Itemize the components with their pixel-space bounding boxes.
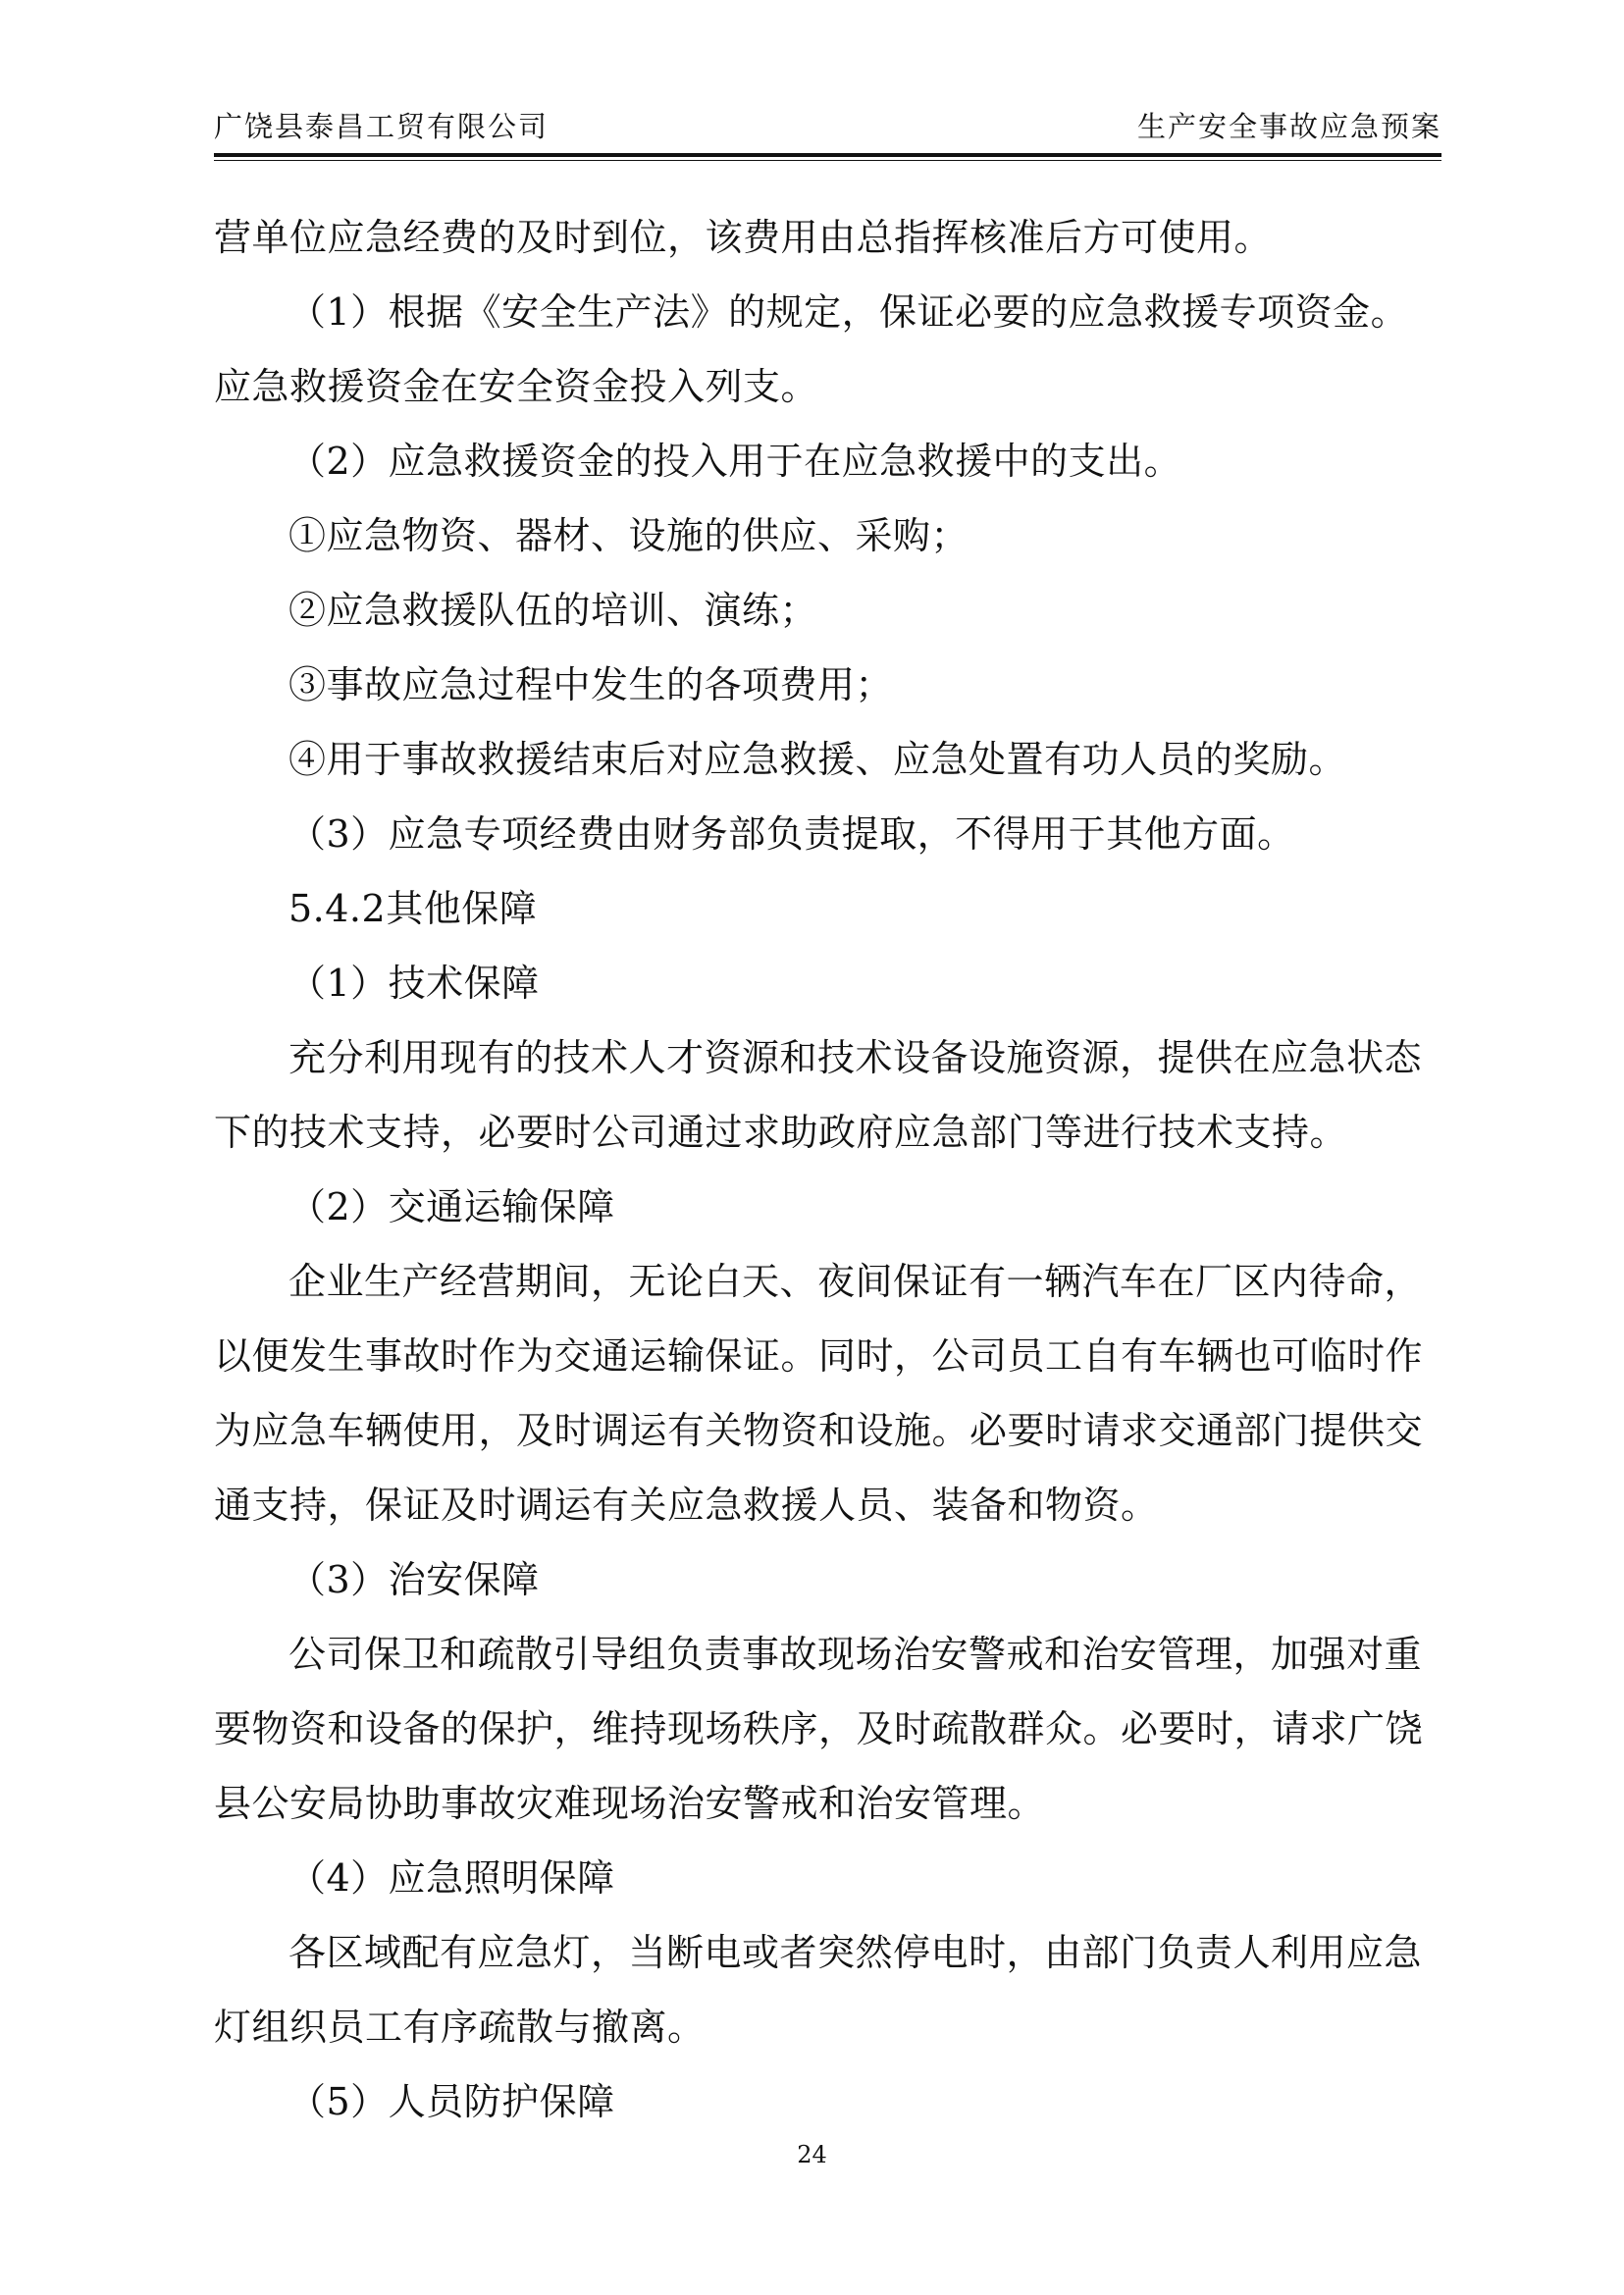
- page-body: [214, 200, 1441, 2139]
- body-paragraph: （3）应急专项经费由财务部负责提取，不得用于其他方面。: [288, 812, 1295, 856]
- subsection-heading: （4）应急照明保障: [288, 1856, 615, 1900]
- subsection-heading: （1）技术保障: [288, 962, 540, 1005]
- body-paragraph: 充分利用现有的技术人才资源和技术设备设施资源，提供在应急状态下的技术支持，必要时公司通过求助政府应急部门等进行技术支持。: [214, 1036, 1423, 1154]
- subsection-heading: （2）交通运输保障: [288, 1185, 615, 1228]
- header-company-name: 广饶县泰昌工贸有限公司: [214, 110, 550, 143]
- body-paragraph: 公司保卫和疏散引导组负责事故现场治安警戒和治安管理，加强对重要物资和设备的保护，维持现场秩序，及时疏散群众。必要时，请求广饶县公安局协助事故灾难现场治安警戒和治安管理。: [214, 1633, 1424, 1825]
- subsection-heading: （5）人员防护保障: [288, 2080, 615, 2123]
- list-item: ②应急救援队伍的培训、演练；: [288, 589, 818, 632]
- body-paragraph: 企业生产经营期间，无论白天、夜间保证有一辆汽车在厂区内待命，以便发生事故时作为交通运输保证。同时，公司员工自有车辆也可临时作为应急车辆使用，及时调运有关物资和设施。必要时请求交通部门提供交通支持，保证及时调运有关应急救援人员、装备和物资。: [214, 1260, 1424, 1527]
- header-rule-thin: [214, 160, 1441, 161]
- body-paragraph: （1）根据《安全生产法》的规定，保证必要的应急救援专项资金。应急救援资金在安全资金投入列支。: [214, 290, 1409, 408]
- body-paragraph: 营单位应急经费的及时到位，该费用由总指挥核准后方可使用。: [214, 216, 1273, 259]
- section-heading: 5.4.2其他保障: [288, 887, 538, 930]
- page-header: [214, 106, 1441, 151]
- body-paragraph: 各区域配有应急灯，当断电或者突然停电时，由部门负责人利用应急灯组织员工有序疏散与撤离。: [214, 1931, 1423, 2049]
- body-paragraph: （2）应急救援资金的投入用于在应急救援中的支出。: [288, 440, 1182, 483]
- header-rule-thick: [214, 153, 1441, 157]
- page-number: 24: [797, 2141, 827, 2168]
- subsection-heading: （3）治安保障: [288, 1558, 540, 1601]
- header-document-title: 生产安全事故应急预案: [1136, 110, 1441, 143]
- list-item: ①应急物资、器材、设施的供应、采购；: [288, 514, 969, 557]
- list-item: ④用于事故救援结束后对应急救援、应急处置有功人员的奖励。: [288, 738, 1347, 781]
- list-item: ③事故应急过程中发生的各项费用；: [288, 663, 894, 706]
